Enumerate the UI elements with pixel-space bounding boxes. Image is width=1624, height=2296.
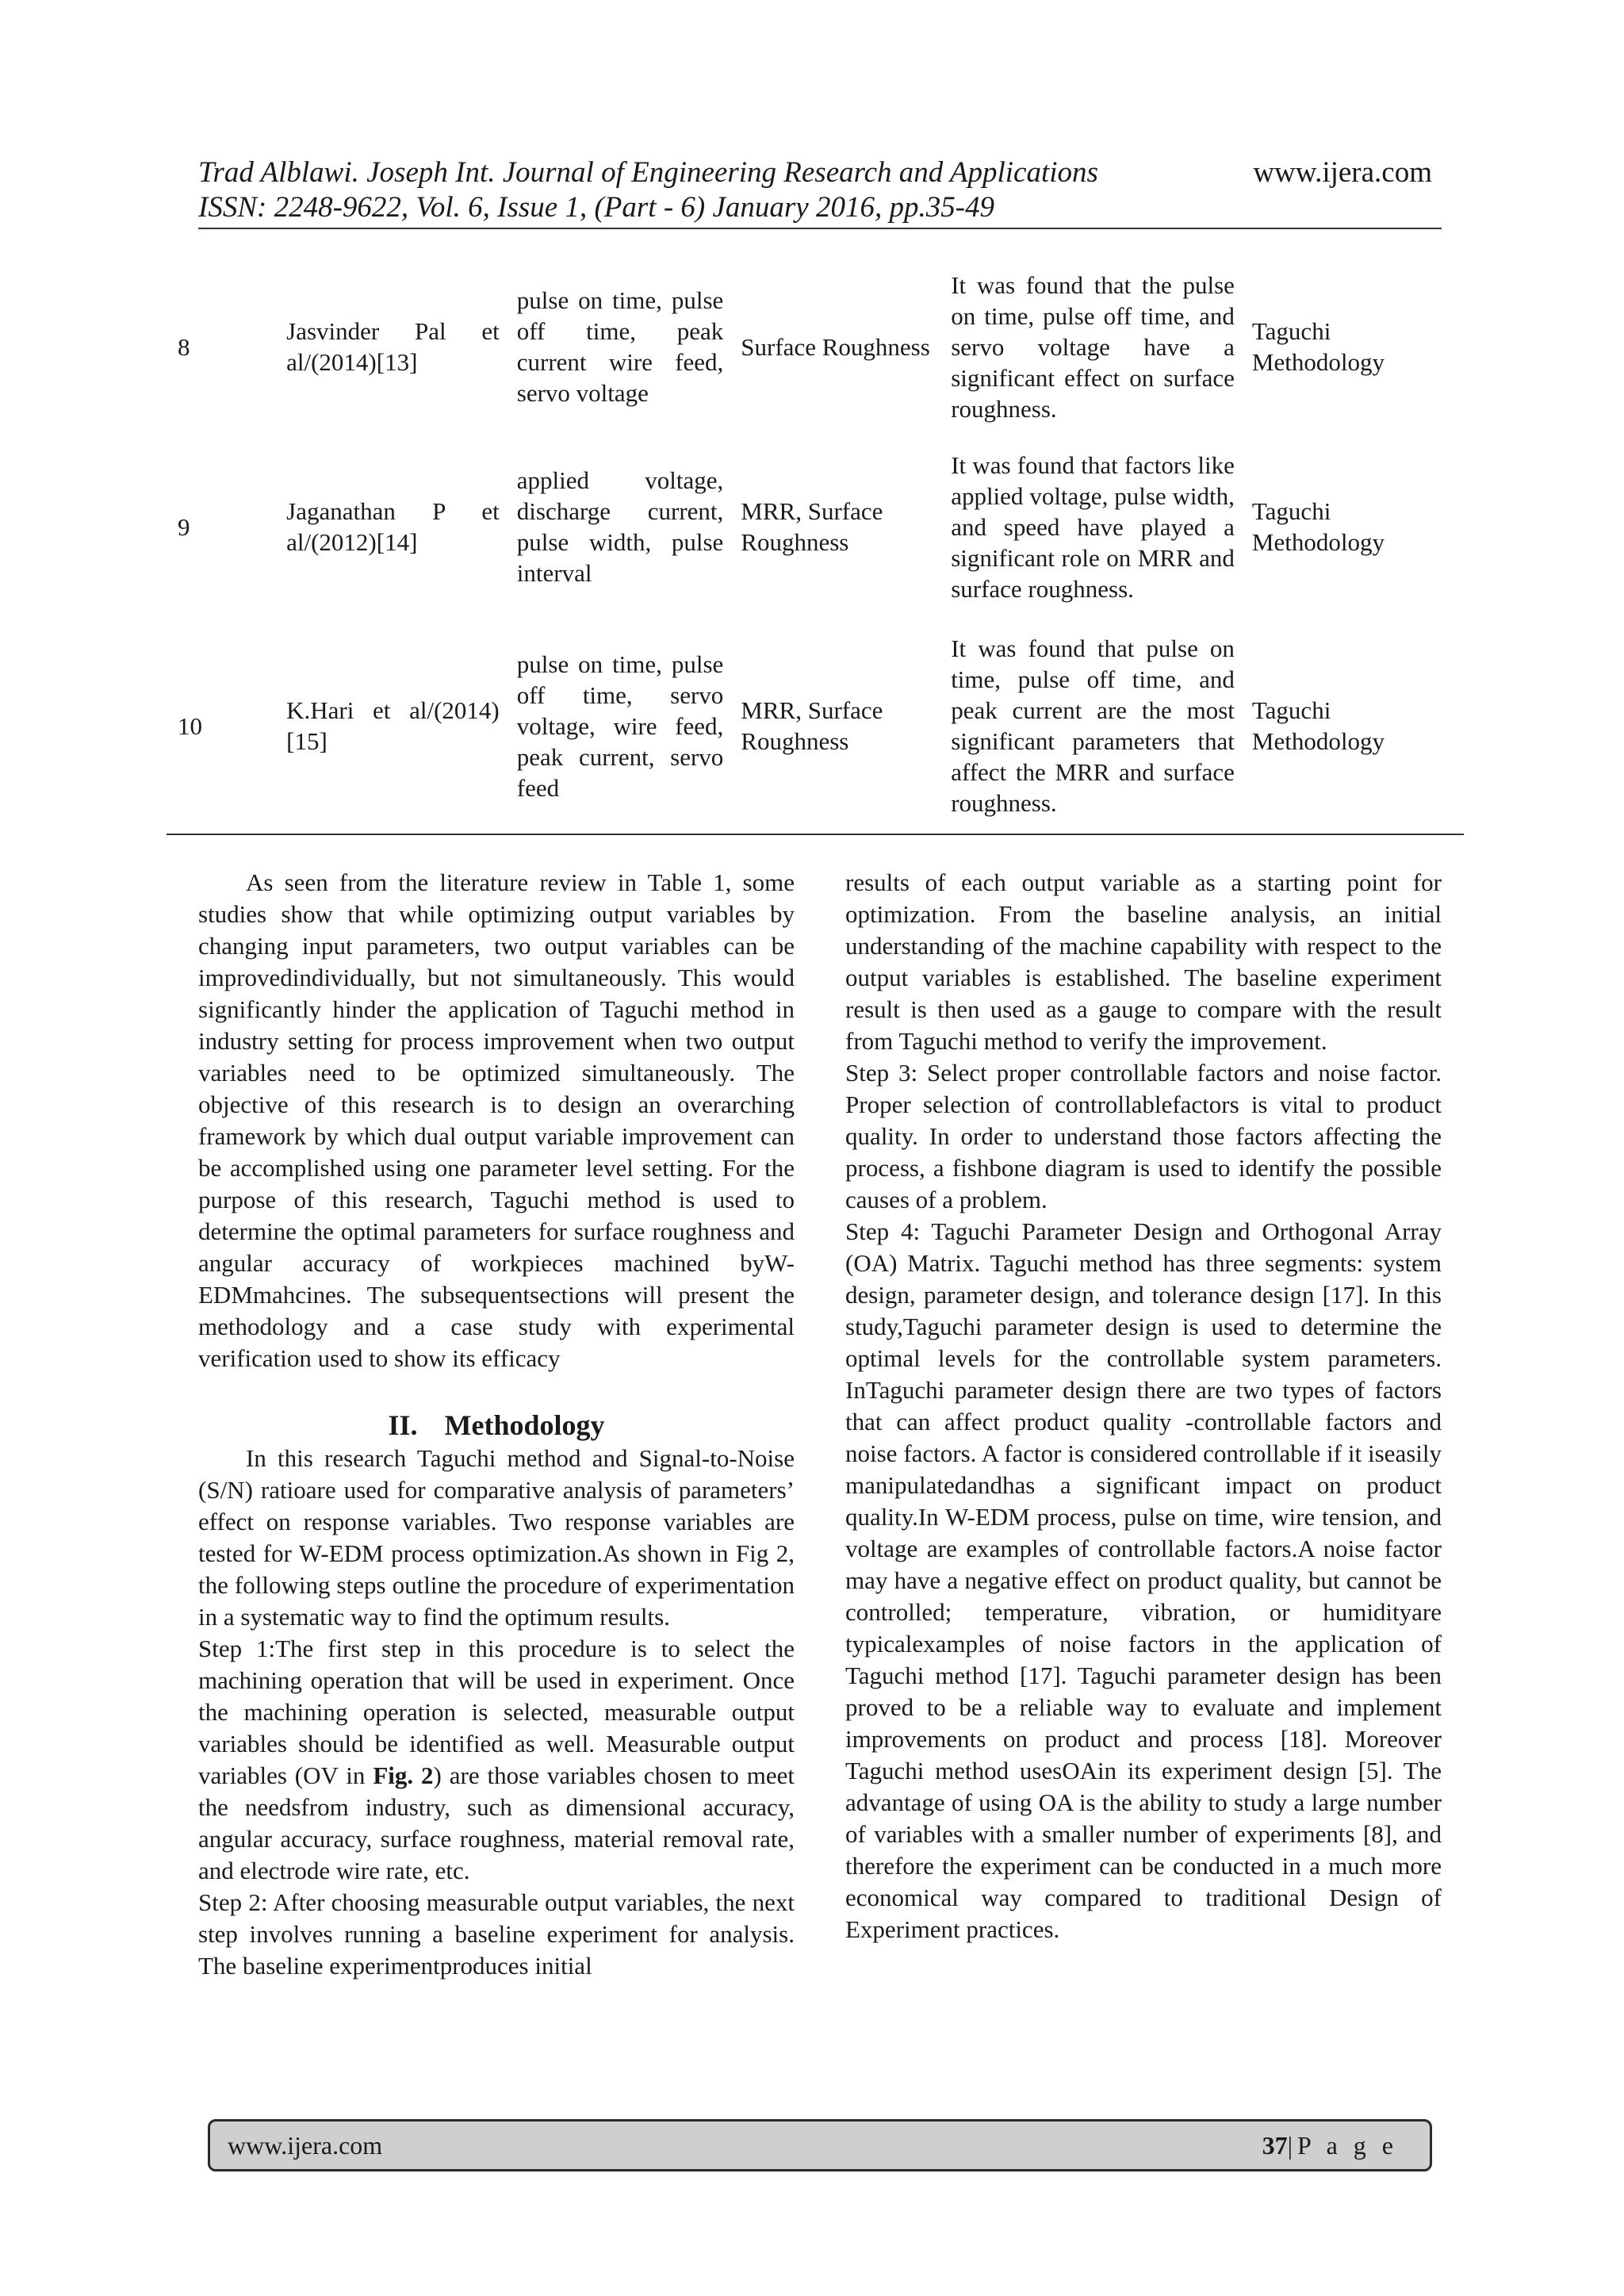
table-row: [167, 433, 1464, 620]
intro-paragraph: As seen from the literature review in Table 1, some studies show that while optimizing output variables by changing input parameters, two output variables can be improvedindividually, but not simultaneously. This would significantly hinder the application of Taguchi method in industry setting for process improvement when two output variables need to be optimized simultaneously. The objective of this research is to design an overarching framework by which dual output variable improvement can be accomplished using one parameter level setting. For the purpose of this research, Taguchi method is used to determine the optimal parameters for surface roughness and angular accuracy of workpieces machined byW-EDMmahcines. The subsequentsections will present the methodology and a case study with experimental verification used to show its efficacy: [198, 868, 795, 1372]
journal-citation: Trad Alblawi. Joseph Int. Journal of Engineering Research and Applications: [198, 156, 1098, 189]
methodology-paragraph: In this research Taguchi method and Signal-to-Noise (S/N) ratioare used for comparative analysis of parameters’ effect on response variables. Two response variables are tested for W-EDM process optimization.As shown in Fig 2, the following steps outline the procedure of experimentation in a systematic way to find the optimum results.: [198, 1444, 795, 1631]
method-cell: Taguchi Methodology: [1251, 497, 1385, 556]
table-row: [167, 260, 1464, 433]
finding-cell: It was found that pulse on time, pulse off time, and peak current are the most significant parameters that affect the MRR and surface roughness.: [951, 634, 1235, 817]
method-cell: Taguchi Methodology: [1251, 696, 1385, 755]
author-cell: Jaganathan P et al/(2012)[14]: [286, 497, 500, 556]
step3-paragraph: Step 3: Select proper controllable factors and noise factor. Proper selection of controllablefactors is vital to product quality. In order to understand those factors affecting the process, a fishbone diagram is used to identify the possible causes of a problem.: [845, 1059, 1442, 1213]
section-number: II.: [388, 1409, 418, 1441]
table-bottom-rule: [167, 834, 1464, 835]
page-footer: [208, 2119, 1432, 2171]
issn-line: ISSN: 2248-9622, Vol. 6, Issue 1, (Part - 6) January 2016, pp.35-49: [198, 191, 995, 224]
row-number: 9: [178, 512, 190, 541]
output-variables-cell: MRR, Surface Roughness: [741, 696, 883, 755]
step2-paragraph-end: results of each output variable as a starting point for optimization. From the baseline analysis, an initial understanding of the machine capability with respect to the output variables is established. The baseline experiment result is then used as a gauge to compare with the result from Taguchi method to verify the improvement.: [845, 868, 1442, 1055]
header-divider: [198, 228, 1442, 229]
row-number: 10: [178, 711, 202, 740]
section-heading: [198, 1408, 795, 1443]
right-column: [845, 867, 1442, 1945]
page-indicator: [1262, 2129, 1398, 2161]
input-parameters-cell: applied voltage, discharge current, pulse width, pulse interval: [516, 466, 724, 587]
page-label: |P a g e: [1287, 2131, 1398, 2160]
step1-text-end: ) are those variables chosen to meet the needsfrom industry, such as dimensional accuracy, angular accuracy, surface roughness, material removal rate, and electrode wire rate, etc.: [198, 1761, 795, 1884]
page-number: 37: [1262, 2131, 1288, 2160]
section-title: Methodology: [444, 1409, 605, 1441]
figure-reference: Fig. 2: [373, 1761, 434, 1789]
footer-site-link[interactable]: www.ijera.com: [228, 2131, 383, 2160]
input-parameters-cell: pulse on time, pulse off time, peak current wire feed, servo voltage: [516, 286, 724, 407]
literature-review-table: [167, 260, 1464, 831]
table-row: [167, 620, 1464, 831]
author-cell: K.Hari et al/(2014)[15]: [286, 696, 500, 755]
input-parameters-cell: pulse on time, pulse off time, servo voltage, wire feed, peak current, servo feed: [516, 650, 724, 802]
output-variables-cell: MRR, Surface Roughness: [741, 497, 883, 556]
header-site-link[interactable]: www.ijera.com: [1253, 156, 1432, 189]
finding-cell: It was found that factors like applied voltage, pulse width, and speed have played a significant role on MRR and surface roughness.: [951, 450, 1235, 603]
running-header: [198, 155, 1189, 225]
step1-text: Step 1:The first step in this procedure is to select the machining operation that will be used in experiment. Once the machining operation is selected, measurable output variables should be identified as well. Measurable output variables (OV in: [198, 1635, 795, 1789]
row-number: 8: [178, 332, 190, 361]
step1-paragraph: [198, 1633, 795, 1887]
step2-paragraph-start: Step 2: After choosing measurable output variables, the next step involves running a baseline experiment for analysis. The baseline experimentproduces initial: [198, 1888, 795, 1980]
method-cell: Taguchi Methodology: [1251, 317, 1385, 376]
finding-cell: It was found that the pulse on time, pulse off time, and servo voltage have a significant effect on surface roughness.: [951, 270, 1235, 423]
step4-paragraph: Step 4: Taguchi Parameter Design and Orthogonal Array (OA) Matrix. Taguchi method has three segments: system design, parameter design, and tolerance design [17]. In this study,Taguchi parameter design is used to determine the optimal levels for the controllable system parameters. InTaguchi parameter design there are two types of factors that can affect product quality -controllable factors and noise factors. A factor is considered controllable if it iseasily manipulatedandhas a significant impact on product quality.In W-EDM process, pulse on time, wire tension, and voltage are examples of controllable factors.A noise factor may have a negative effect on product quality, but cannot be controlled; temperature, vibration, or humidityare typicalexamples of noise factors in the application of Taguchi method [17]. Taguchi parameter design has been proved to be a reliable way to evaluate and implement improvements on product and process [18]. Moreover Taguchi method usesOAin its experiment design [5]. The advantage of using OA is the ability to study a large number of variables with a smaller number of experiments [8], and therefore the experiment can be conducted in a much more economical way compared to traditional Design of Experiment practices.: [845, 1217, 1442, 1943]
author-cell: Jasvinder Pal et al/(2014)[13]: [286, 317, 500, 376]
output-variables-cell: Surface Roughness: [741, 332, 930, 361]
left-column: [198, 867, 795, 1982]
